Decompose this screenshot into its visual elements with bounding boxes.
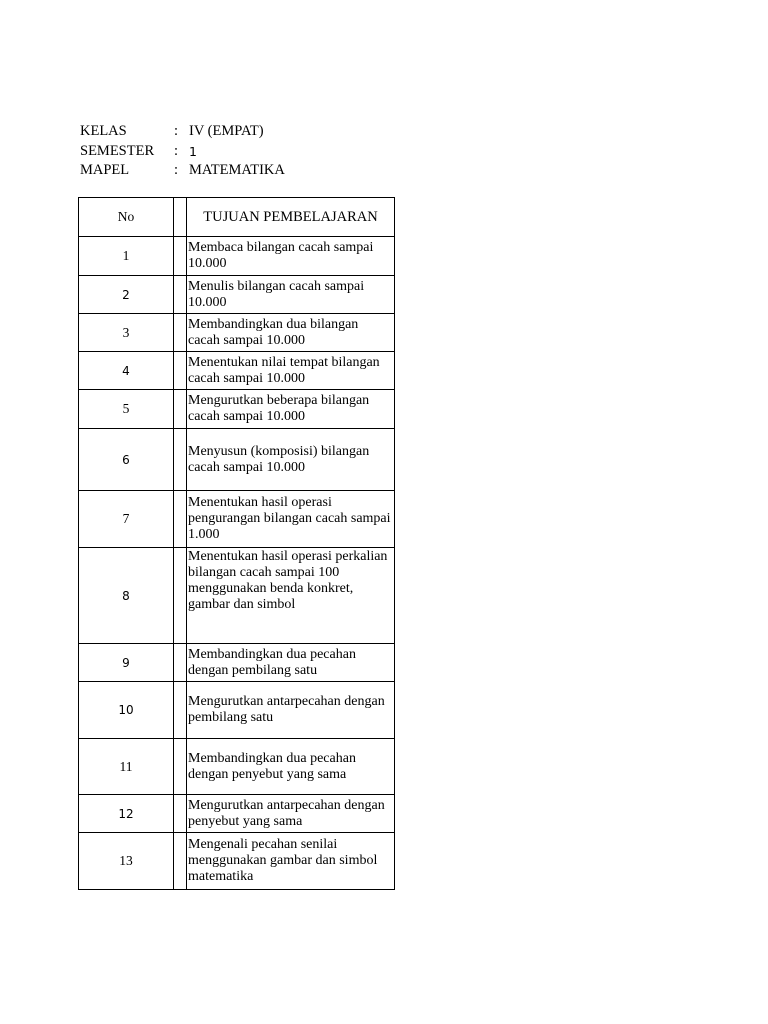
row-number: 8	[79, 548, 174, 644]
objective-text: Menentukan hasil operasi perkalian bilangan cacah sampai 100 menggunakan benda konkret, gambar dan simbol	[187, 548, 395, 644]
table-row	[79, 276, 395, 314]
table-row	[79, 682, 395, 739]
row-number: 4	[79, 352, 174, 390]
objective-text: Membandingkan dua bilangan cacah sampai 10.000	[187, 314, 395, 352]
spacer-cell	[174, 314, 187, 352]
table-row	[79, 644, 395, 682]
kelas-label: KELAS	[80, 123, 127, 139]
objective-text: Membandingkan dua pecahan dengan penyebut yang sama	[187, 739, 395, 795]
header-row-mapel	[80, 161, 285, 181]
document-header	[80, 122, 285, 181]
table-row	[79, 795, 395, 833]
objective-text: Menentukan nilai tempat bilangan cacah sampai 10.000	[187, 352, 395, 390]
objective-text: Mengurutkan beberapa bilangan cacah sampai 10.000	[187, 390, 395, 429]
spacer-cell	[174, 833, 187, 890]
table-row	[79, 833, 395, 890]
learning-objectives-table	[78, 197, 395, 890]
table-row	[79, 314, 395, 352]
row-number: 1	[79, 237, 174, 276]
kelas-value: IV (EMPAT)	[189, 123, 264, 139]
table-row	[79, 548, 395, 644]
row-number: 13	[79, 833, 174, 890]
objective-text: Menentukan hasil operasi pengurangan bilangan cacah sampai 1.000	[187, 491, 395, 548]
spacer-cell	[174, 390, 187, 429]
mapel-value: MATEMATIKA	[189, 162, 285, 178]
semester-value: 1	[189, 143, 197, 159]
header-row-kelas	[80, 122, 285, 142]
spacer-cell	[174, 198, 187, 237]
spacer-cell	[174, 644, 187, 682]
objective-text: Menyusun (komposisi) bilangan cacah sampai 10.000	[187, 429, 395, 491]
table-row	[79, 429, 395, 491]
kelas-colon: :	[174, 123, 179, 139]
objective-text: Membandingkan dua pecahan dengan pembilang satu	[187, 644, 395, 682]
spacer-cell	[174, 795, 187, 833]
table-row	[79, 390, 395, 429]
header-row-semester	[80, 142, 285, 162]
objective-text: Mengurutkan antarpecahan dengan penyebut yang sama	[187, 795, 395, 833]
objective-text: Mengurutkan antarpecahan dengan pembilang satu	[187, 682, 395, 739]
objective-text: Menulis bilangan cacah sampai 10.000	[187, 276, 395, 314]
semester-colon: :	[174, 142, 179, 159]
spacer-cell	[174, 491, 187, 548]
objective-text: Mengenali pecahan senilai menggunakan gambar dan simbol matematika	[187, 833, 395, 890]
mapel-label: MAPEL	[80, 162, 130, 178]
row-number: 11	[79, 739, 174, 795]
spacer-cell	[174, 682, 187, 739]
objective-text: Membaca bilangan cacah sampai 10.000	[187, 237, 395, 276]
spacer-cell	[174, 548, 187, 644]
spacer-cell	[174, 352, 187, 390]
table-header-row	[79, 198, 395, 237]
semester-label: SEMESTER	[80, 142, 155, 159]
table-row	[79, 491, 395, 548]
row-number: 6	[79, 429, 174, 491]
spacer-cell	[174, 276, 187, 314]
spacer-cell	[174, 237, 187, 276]
table-row	[79, 352, 395, 390]
row-number: 12	[79, 795, 174, 833]
row-number: 2	[79, 276, 174, 314]
row-number: 9	[79, 644, 174, 682]
row-number: 5	[79, 390, 174, 429]
table-row	[79, 237, 395, 276]
row-number: 7	[79, 491, 174, 548]
spacer-cell	[174, 739, 187, 795]
table-row	[79, 739, 395, 795]
mapel-colon: :	[174, 162, 179, 178]
spacer-cell	[174, 429, 187, 491]
row-number: 10	[79, 682, 174, 739]
column-header-tujuan: TUJUAN PEMBELAJARAN	[187, 198, 395, 237]
column-header-no: No	[79, 198, 174, 237]
row-number: 3	[79, 314, 174, 352]
